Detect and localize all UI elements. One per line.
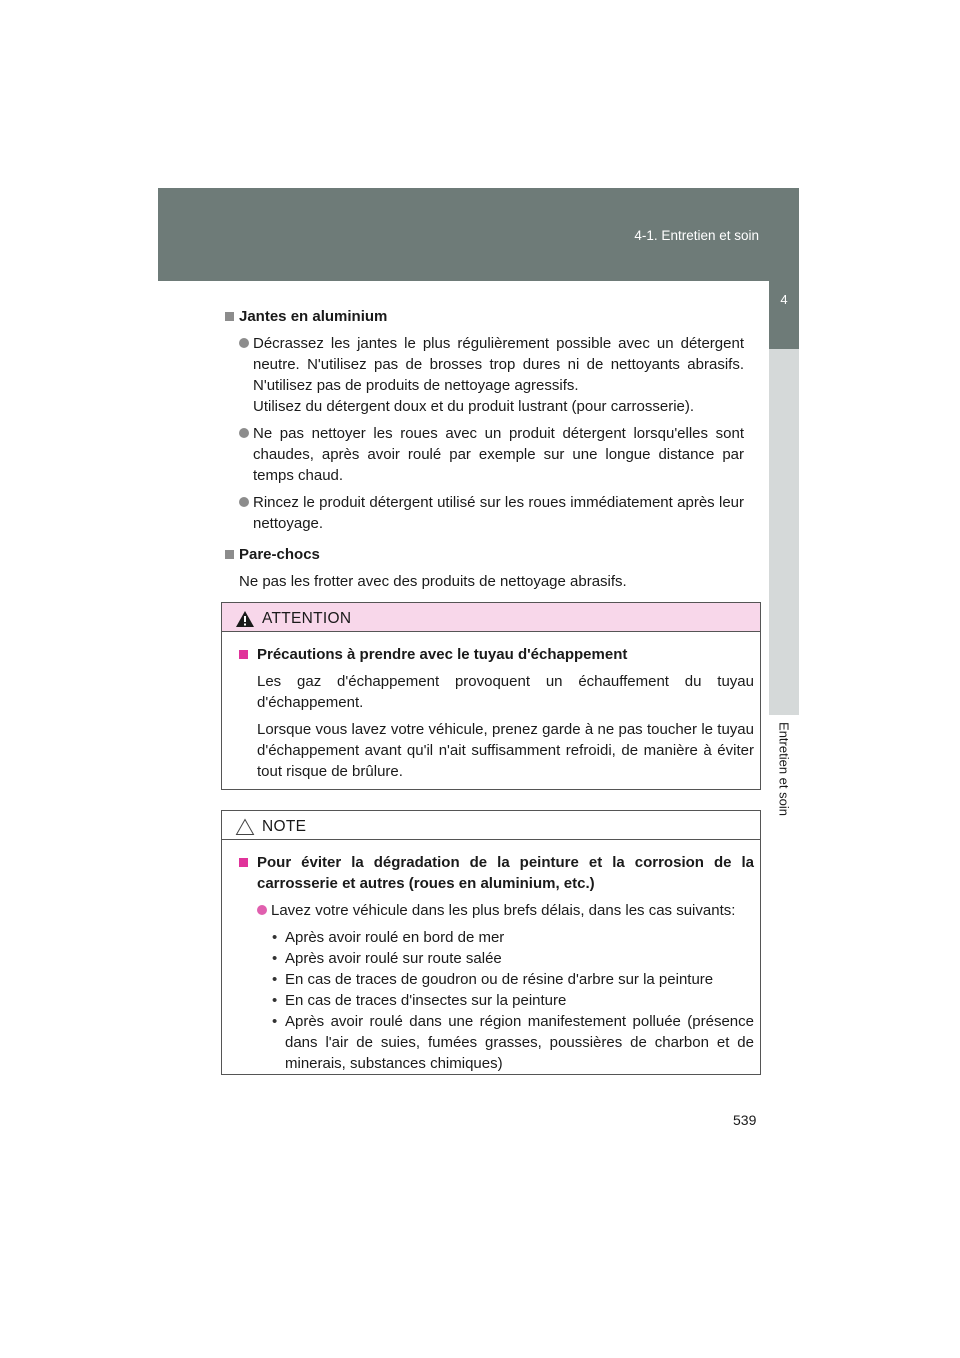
page-number: 539 <box>733 1112 757 1128</box>
attention-box <box>221 602 761 790</box>
heading-text: Précautions à prendre avec le tuyau d'échappement <box>257 646 628 663</box>
round-bullet-icon <box>239 497 249 507</box>
chapter-number: 4 <box>780 292 788 307</box>
round-bullet-icon <box>239 338 249 348</box>
attention-paragraph: Les gaz d'échappement provoquent un échauffement du tuyau d'échappement. <box>257 673 754 711</box>
section-heading-aluminium <box>224 306 744 327</box>
list-item <box>224 492 744 534</box>
chapter-tab <box>769 281 799 349</box>
list-item <box>224 423 744 486</box>
heading-text: Pare-chocs <box>239 546 320 563</box>
bumpers-text: Ne pas les frotter avec des produits de nettoyage abrasifs. <box>239 573 627 590</box>
list-item: • En cas de traces de goudron ou de résine d'arbre sur la peinture <box>271 969 754 990</box>
warning-triangle-icon <box>235 610 255 628</box>
list-item <box>224 333 744 417</box>
list-item: • Après avoir roulé sur route salée <box>271 948 754 969</box>
section-title: 4-1. Entretien et soin <box>634 228 759 243</box>
note-header <box>222 811 760 840</box>
square-bullet-icon <box>225 312 234 321</box>
heading-text: Jantes en aluminium <box>239 308 388 325</box>
list-item: • En cas de traces d'insectes sur la peinture <box>271 990 754 1011</box>
bullet-text: Lavez votre véhicule dans les plus brefs délais, dans les cas suivants: <box>271 902 736 919</box>
bullet-text: Ne pas nettoyer les roues avec un produit détergent lorsqu'elles sont chaudes, après avoir roulé par exemple sur une longue distance par temps chaud. <box>253 425 744 484</box>
section-heading-bumpers <box>224 544 744 565</box>
bullet-text: Décrassez les jantes le plus régulièrement possible avec un détergent neutre. N'utilisez pas de brosses trop dures ni de nettoyants abrasifs. N'utilisez pas de produits de nettoyage agressifs. <box>253 335 744 394</box>
bullet-text: Rincez le produit détergent utilisé sur les roues immédiatement après leur nettoyage. <box>253 494 744 532</box>
chapter-label: Entretien et soin <box>776 722 792 816</box>
round-bullet-icon <box>257 905 267 915</box>
square-bullet-icon <box>239 858 248 867</box>
attention-paragraph: Lorsque vous lavez votre véhicule, prenez garde à ne pas toucher le tuyau d'échappement avant qu'il n'ait suffisamment refroidi, de manière à éviter tout risque de brûlure. <box>257 721 754 780</box>
attention-body <box>222 632 760 782</box>
heading-text: Pour éviter la dégradation de la peinture et la corrosion de la carrosserie et autres (roues en aluminium, etc.) <box>257 854 754 892</box>
attention-header <box>222 603 760 632</box>
list-item: • Après avoir roulé en bord de mer <box>271 927 754 948</box>
note-body <box>222 840 760 1074</box>
attention-heading <box>239 644 754 665</box>
caution-triangle-icon <box>235 818 255 836</box>
square-bullet-icon <box>225 550 234 559</box>
bullet-text: Utilisez du détergent doux et du produit lustrant (pour carrosserie). <box>253 398 695 415</box>
chapter-header-bar <box>158 188 799 281</box>
attention-title: ATTENTION <box>262 610 352 627</box>
main-content <box>224 306 744 592</box>
note-title: NOTE <box>262 818 307 835</box>
square-bullet-icon <box>239 650 248 659</box>
note-box <box>221 810 761 1075</box>
round-bullet-icon <box>239 428 249 438</box>
list-item: • Après avoir roulé dans une région manifestement polluée (présence dans l'air de suies, fumées grasses, poussières de charbon et de minerais, substances chimiques) <box>271 1011 754 1074</box>
chapter-tab-strip <box>769 349 799 715</box>
conditions-list <box>239 927 754 1074</box>
list-item <box>239 900 754 921</box>
note-heading <box>239 852 754 894</box>
